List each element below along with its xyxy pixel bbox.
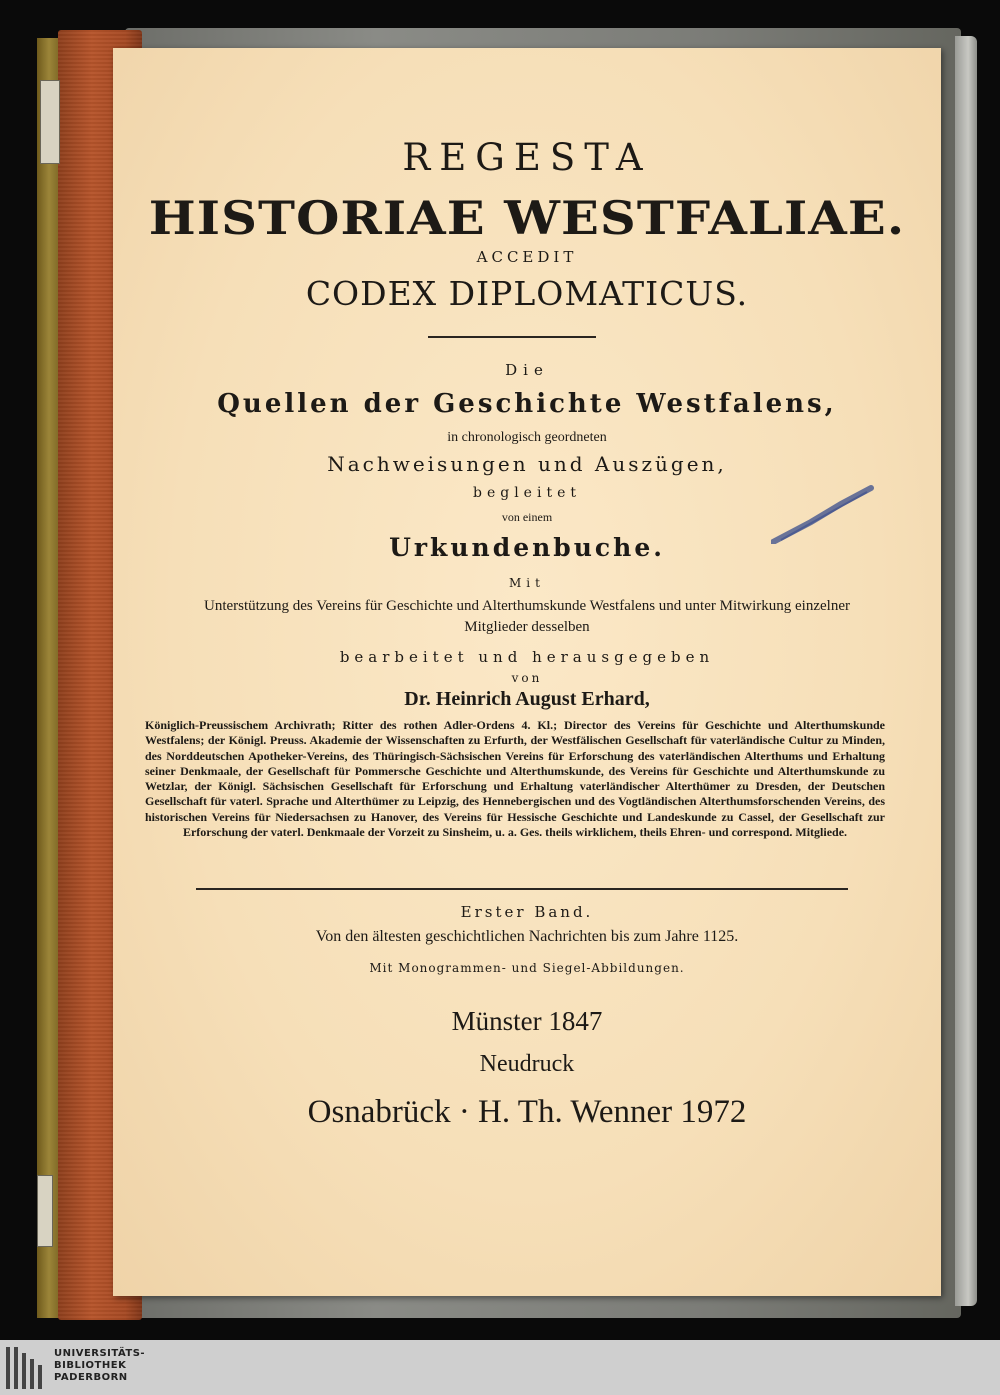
library-name-line2: BIBLIOTHEK xyxy=(54,1360,127,1371)
spine-label-top xyxy=(40,80,60,164)
subtitle-von-einem: von einem xyxy=(501,510,553,524)
subtitle-chrono: in chronologisch geordneten xyxy=(447,430,607,445)
text-unterstuetzung: Unterstützung des Vereins für Geschichte und Alterthumskunde Westfalens und unter Mitwirkung einzelner xyxy=(203,598,850,614)
text-mitglieder: Mitglieder desselben xyxy=(464,619,590,635)
title-codex: CODEX DIPLOMATICUS. xyxy=(305,274,749,313)
title-regesta: REGESTA xyxy=(402,136,652,179)
subtitle-begleitet: begleitet xyxy=(473,485,581,501)
volume-description: Von den ältesten geschichtlichen Nachrichten bis zum Jahre 1125. xyxy=(315,928,739,945)
library-name xyxy=(54,1348,145,1384)
subtitle-nachweisungen: Nachweisungen und Auszügen, xyxy=(327,452,727,476)
subtitle-urkundenbuche: Urkundenbuche. xyxy=(389,533,665,562)
library-footer xyxy=(0,1340,1000,1395)
subtitle-quellen: Quellen der Geschichte Westfalens, xyxy=(217,389,837,419)
reprint-label: Neudruck xyxy=(479,1051,575,1077)
library-logo-icon xyxy=(4,1345,48,1391)
subtitle-die: Die xyxy=(505,361,549,379)
title-historiae: HISTORIAE WESTFALIAE. xyxy=(148,191,906,245)
spine-label-bottom xyxy=(37,1175,53,1247)
place-year: Münster 1847 xyxy=(451,1006,603,1036)
library-name-line3: PADERBORN xyxy=(54,1372,128,1383)
author-name: Dr. Heinrich August Erhard, xyxy=(404,688,650,710)
text-von: von xyxy=(511,671,543,685)
title-page xyxy=(113,48,941,1296)
text-mit: Mit xyxy=(509,576,545,590)
text-bearbeitet: bearbeitet und herausgegeben xyxy=(339,648,715,666)
illustrations-note: Mit Monogrammen- und Siegel-Abbildungen. xyxy=(369,961,685,975)
library-name-line1: UNIVERSITÄTS- xyxy=(54,1348,146,1359)
divider-rule xyxy=(428,336,596,338)
divider-rule-long xyxy=(196,888,848,890)
title-accedit: ACCEDIT xyxy=(476,248,578,266)
volume-label: Erster Band. xyxy=(460,903,594,921)
author-titles: Königlich-Preussischem Archivrath; Ritter des rothen Adler-Ordens 4. Kl.; Director des Vereins für Geschichte und Alterthumskunde Westfalens; der Königl. Preuss. Akademie der Wissenschaften zu Erfurth, der Westfälischen Gesellschaft für vaterländische Cultur zu Minden, des Norddeutschen Apotheker-Vereins, des Thüringisch-Sächsischen Vereins für Erforschung des vaterländischen Alterthums und Erhaltung seiner Denkmaale, der Gesellschaft für Pommersche Geschichte und Alterthumskunde, des Vereins für Geschichte und Alterthumskunde zu Wetzlar, der Königl. Sächsischen Gesellschaft für Erforschung und Erhaltung vaterländischer Alterthümer zu Dresden, der Deutschen Gesellschaft für vaterl. Sprache und Alterthümer zu Leipzig, des Hennebergischen und des Vogtländischen Alterthumsforschenden Vereins, des historischen Vereins für Niedersachsen zu Hanover, des Vereins für Hessische Geschichte und Landeskunde zu Cassel, der Gesellschaft zur Erforschung der vaterl. Denkmaale der Vorzeit zu Sinsheim, u. a. Ges. theils wirklichem, theils Ehren- und correspond. Mitgliede. xyxy=(145,718,885,840)
reprint-publisher: Osnabrück · H. Th. Wenner 1972 xyxy=(307,1094,747,1130)
